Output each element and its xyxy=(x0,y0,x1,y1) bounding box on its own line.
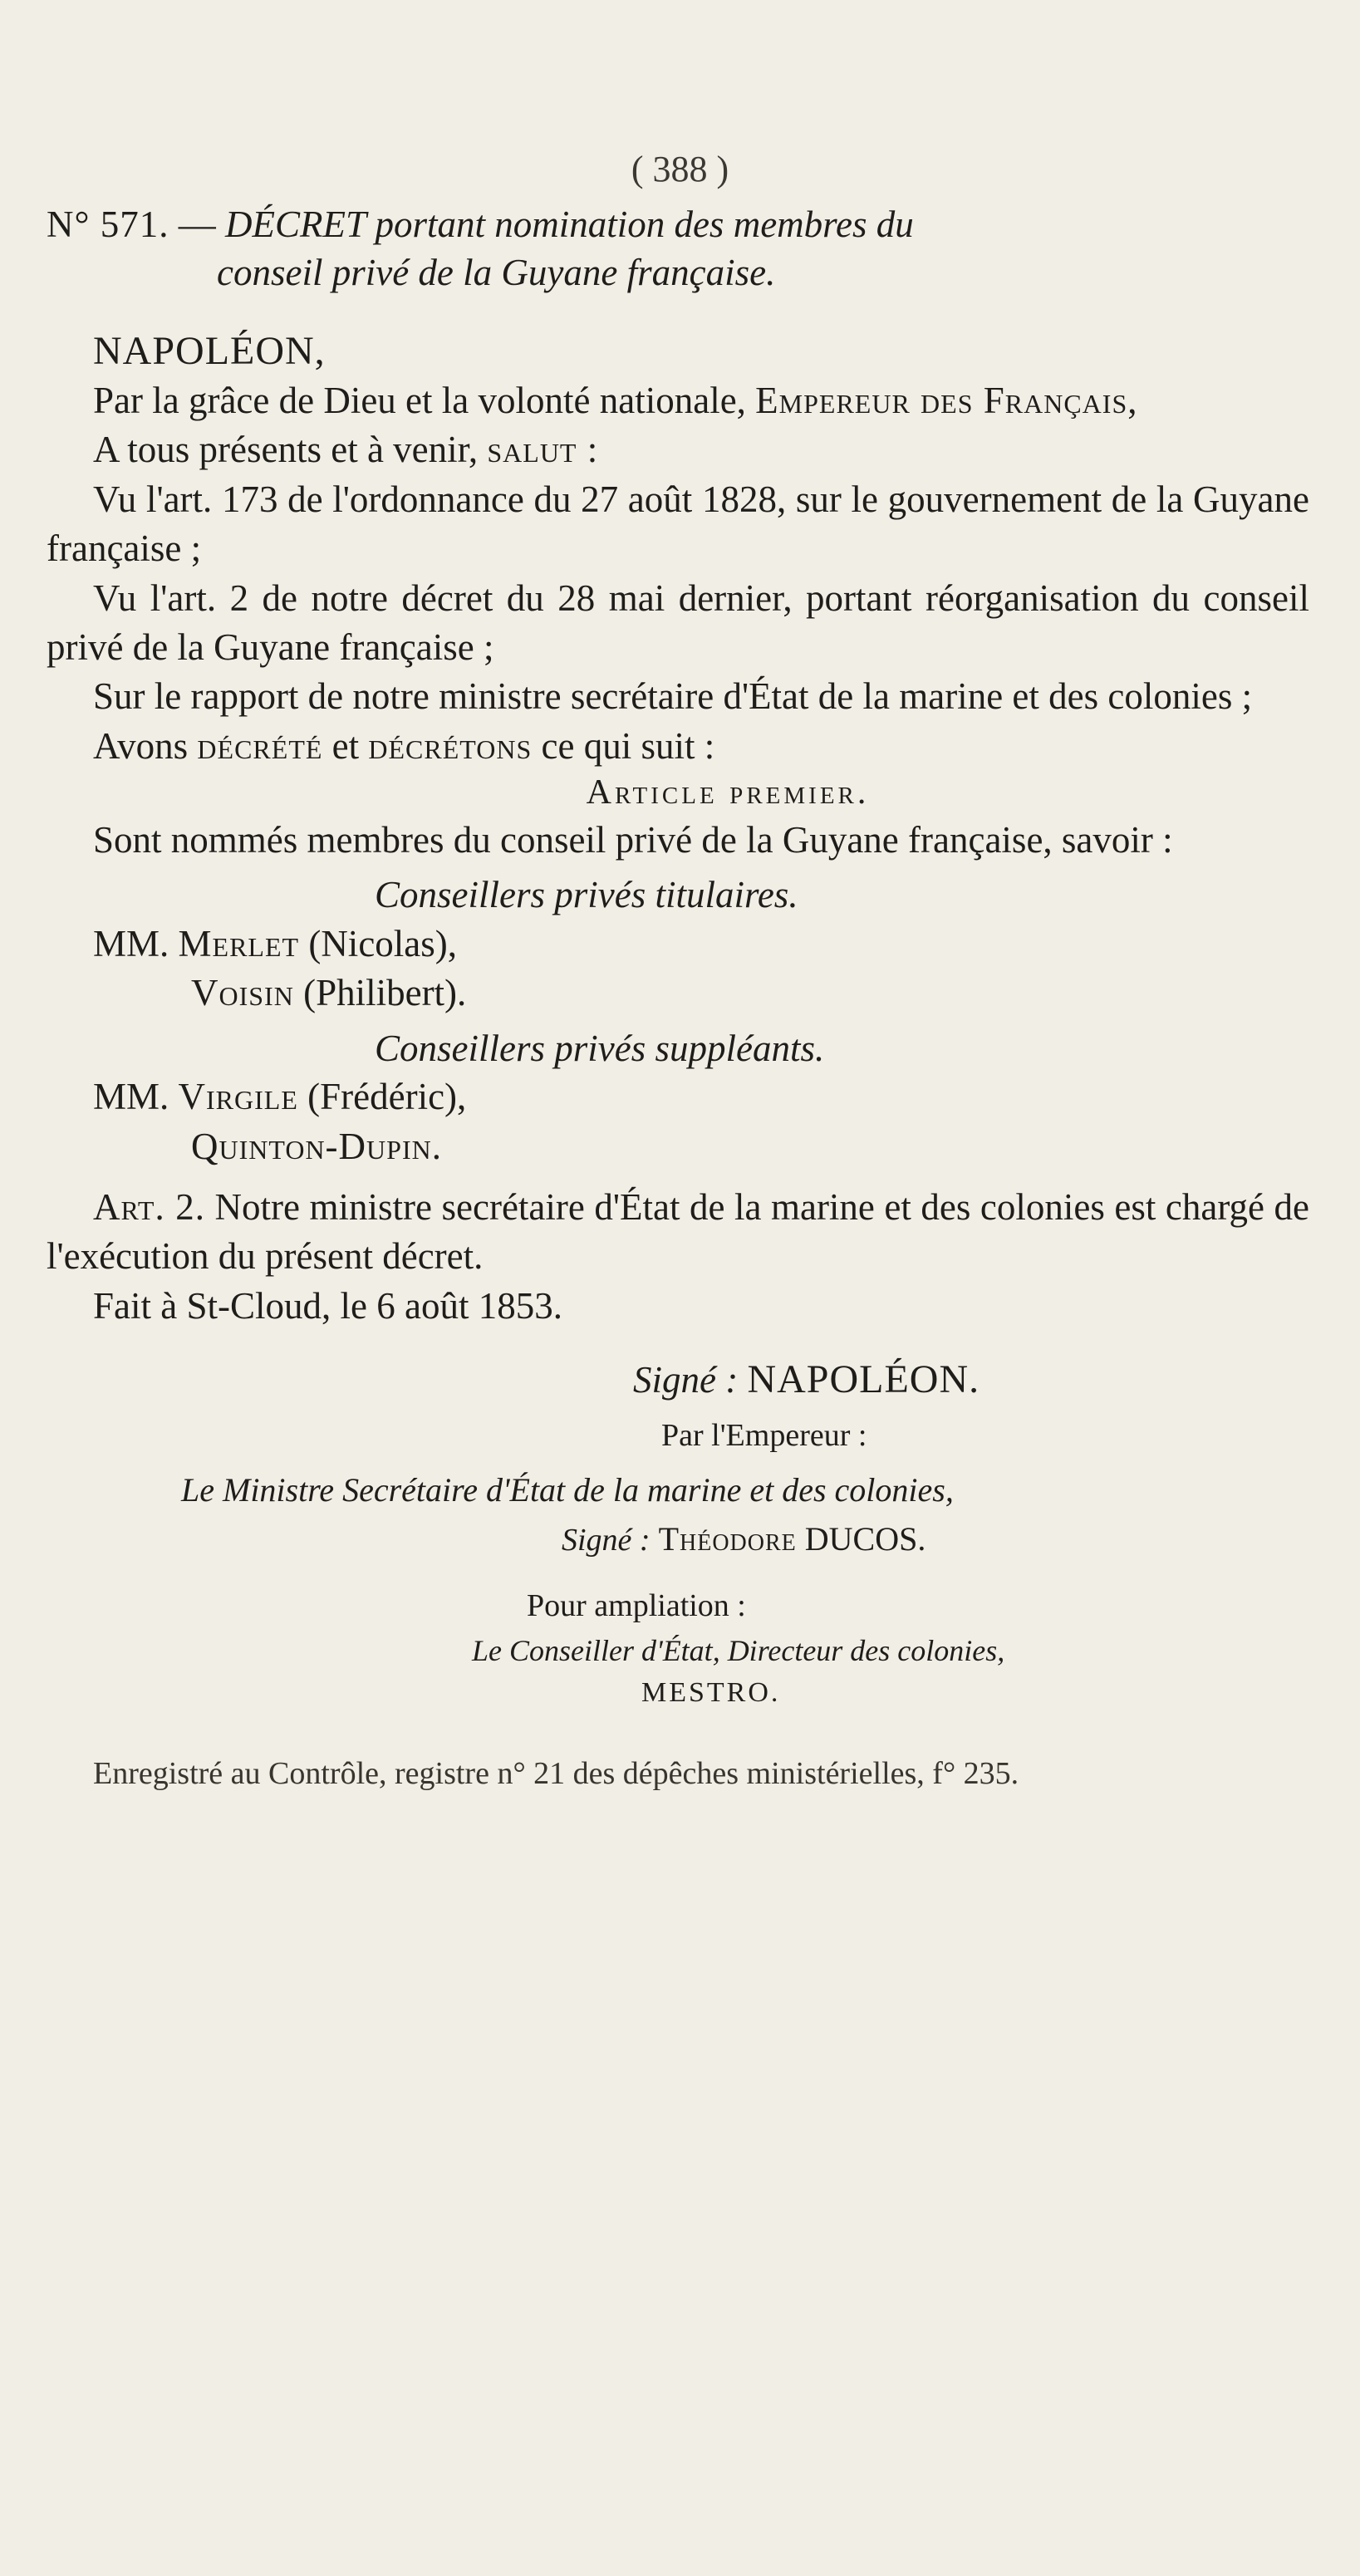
fait-a: Fait à St-Cloud, le 6 août 1853. xyxy=(93,1284,562,1327)
list-item xyxy=(93,1122,1309,1171)
titulaires-list xyxy=(47,920,1309,1018)
signe-label: Signé : xyxy=(633,1359,739,1401)
registration-note: Enregistré au Contrôle, registre n° 21 des dépêches ministérielles, f° 235. xyxy=(93,1756,1019,1792)
suppleants-heading: Conseillers privés suppléants. xyxy=(375,1027,825,1069)
signe2-label: Signé : xyxy=(562,1523,651,1558)
article-2-label: Art. 2. xyxy=(93,1185,205,1228)
decree-title-line1: DÉCRET portant nomination des membres du xyxy=(225,204,914,246)
mm-prefix: MM. xyxy=(93,922,169,964)
decrete-word: décrété xyxy=(197,724,323,767)
avons-decrete xyxy=(47,722,1309,771)
preamble-grace xyxy=(47,376,1309,425)
decretons-word: décrétons xyxy=(368,724,533,767)
directeur-title: Le Conseiller d'État, Directeur des colonies, xyxy=(472,1633,1005,1667)
directeur-name: MESTRO. xyxy=(641,1676,781,1708)
salut-text: A tous présents et à venir, xyxy=(93,429,479,471)
preamble-salut xyxy=(47,425,1309,474)
par-l-empereur: Par l'Empereur : xyxy=(661,1417,867,1453)
mm-prefix: MM. xyxy=(93,1076,169,1118)
visa-decret: Vu l'art. 2 de notre décret du 28 mai dernier, portant réorganisation du conseil privé de la Guyane française ; xyxy=(47,577,1309,668)
article-premier-heading: Article premier. xyxy=(586,773,870,812)
sovereign-name: NAPOLÉON, xyxy=(93,328,326,373)
article-2 xyxy=(47,1183,1309,1282)
heading-dash: — xyxy=(178,204,216,246)
emperor-title: Empereur des Français, xyxy=(755,379,1138,421)
list-item xyxy=(93,969,1309,1018)
minister-last-name: DUCOS. xyxy=(804,1520,926,1558)
visa-ordonnance: Vu l'art. 173 de l'ordonnance du 27 août 1828, sur le gouvernement de la Guyane française ; xyxy=(47,478,1309,570)
grace-text: Par la grâce de Dieu et la volonté nationale, xyxy=(93,379,746,421)
member-given-name: (Frédéric), xyxy=(307,1076,467,1118)
ce-qui-suit: ce qui suit : xyxy=(541,724,715,767)
minister-first-name: Théodore xyxy=(658,1520,797,1558)
minister-signature xyxy=(47,1518,1309,1561)
member-given-name: (Philibert). xyxy=(303,972,467,1014)
decree-content xyxy=(47,201,1309,1794)
suppleants-list xyxy=(47,1072,1309,1171)
member-surname: Voisin xyxy=(191,972,294,1014)
decree-number: N° 571. xyxy=(47,204,169,246)
avons-word: Avons xyxy=(93,724,189,767)
decree-heading xyxy=(47,201,1309,249)
member-given-name: (Nicolas), xyxy=(308,922,458,964)
list-item xyxy=(93,920,1309,969)
minister-title: Le Ministre Secrétaire d'État de la marine et des colonies, xyxy=(181,1471,954,1509)
member-surname: Merlet xyxy=(178,922,300,964)
emperor-signature-name: NAPOLÉON. xyxy=(747,1357,980,1402)
list-item xyxy=(93,1072,1309,1121)
ampliation-label: Pour ampliation : xyxy=(527,1588,746,1623)
decree-title-line2: conseil privé de la Guyane française. xyxy=(217,251,776,293)
article-premier-text: Sont nommés membres du conseil privé de la Guyane française, savoir : xyxy=(93,818,1173,861)
titulaires-heading: Conseillers privés titulaires. xyxy=(375,874,798,916)
et-word: et xyxy=(331,724,360,767)
page-number: ( 388 ) xyxy=(631,149,729,189)
article-2-text: Notre ministre secrétaire d'État de la marine et des colonies est chargé de l'exécution du présent décret. xyxy=(47,1185,1310,1278)
rapport-ministre: Sur le rapport de notre ministre secrétaire d'État de la marine et des colonies ; xyxy=(93,675,1253,718)
member-surname: Virgile xyxy=(178,1076,298,1118)
member-surname: Quinton-Dupin. xyxy=(191,1125,442,1167)
salut-word: salut : xyxy=(487,429,599,471)
emperor-signature xyxy=(47,1354,1309,1405)
